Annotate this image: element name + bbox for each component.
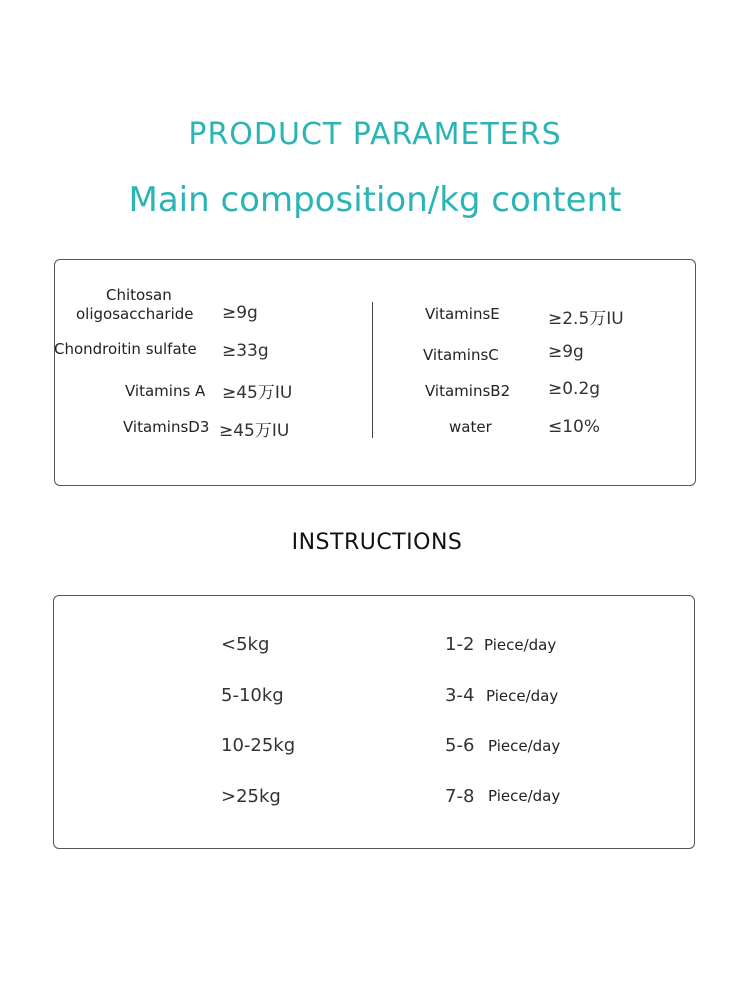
dose-amount: 3-4 <box>445 685 475 706</box>
composition-label: VitaminsE <box>425 305 500 323</box>
composition-label: VitaminsB2 <box>425 382 511 400</box>
composition-label: Vitamins A <box>125 382 206 400</box>
composition-value: ≤10% <box>548 417 601 437</box>
weight-range: 5-10kg <box>221 685 284 706</box>
dose-amount: 5-6 <box>445 735 475 756</box>
composition-label: water <box>449 418 492 436</box>
dose-amount: 7-8 <box>445 786 475 807</box>
dose-unit: Piece/day <box>488 737 561 755</box>
page-subtitle: Main composition/kg content <box>128 180 622 220</box>
composition-value: ≥33g <box>222 341 269 361</box>
weight-range: >25kg <box>221 786 281 807</box>
page-title: PRODUCT PARAMETERS <box>188 117 562 152</box>
composition-value: ≥2.5万IU <box>548 309 624 329</box>
column-divider <box>372 302 373 438</box>
composition-value: ≥9g <box>222 303 258 323</box>
dose-unit: Piece/day <box>486 687 559 705</box>
composition-label: Chondroitin sulfate <box>54 340 197 358</box>
weight-range: <5kg <box>221 634 270 655</box>
composition-value: ≥9g <box>548 342 584 362</box>
composition-label: VitaminsD3 <box>123 418 210 436</box>
dose-unit: Piece/day <box>488 787 561 805</box>
composition-value: ≥45万IU <box>219 421 290 441</box>
composition-value: ≥45万IU <box>222 383 293 403</box>
instructions-title: INSTRUCTIONS <box>291 530 463 555</box>
instructions-table <box>53 595 695 849</box>
composition-label: VitaminsC <box>423 346 499 364</box>
composition-label: oligosaccharide <box>76 305 194 323</box>
dose-unit: Piece/day <box>484 636 557 654</box>
composition-label: Chitosan <box>106 286 172 304</box>
composition-value: ≥0.2g <box>548 379 601 399</box>
dose-amount: 1-2 <box>445 634 475 655</box>
weight-range: 10-25kg <box>221 735 296 756</box>
